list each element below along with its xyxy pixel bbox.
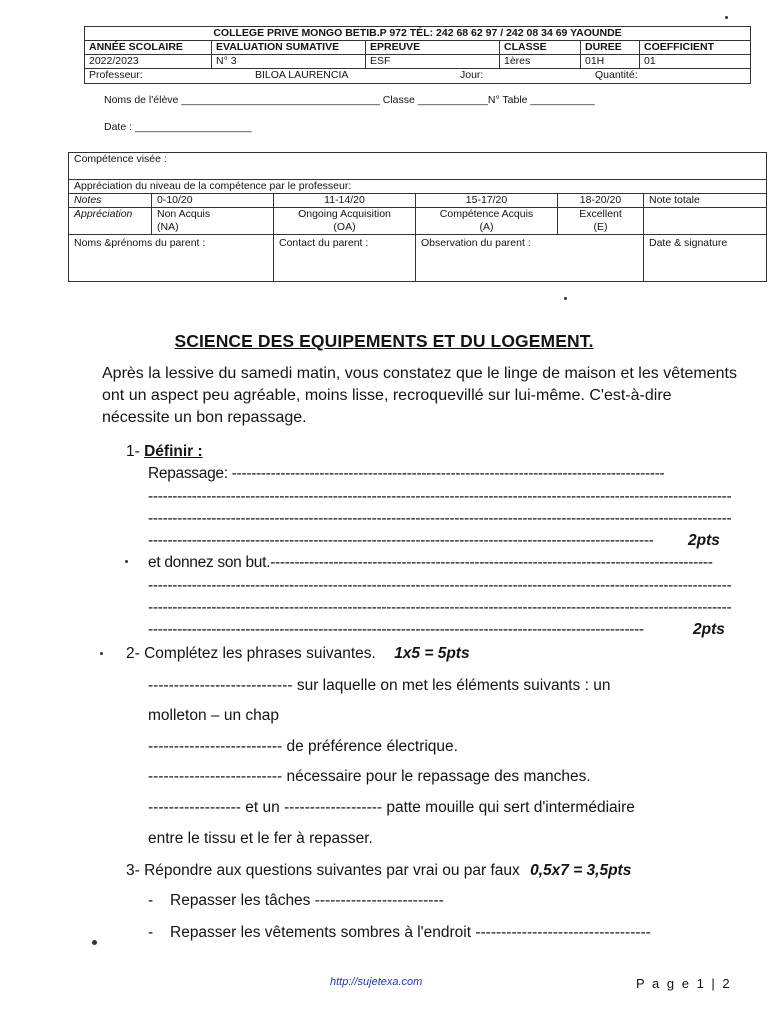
q1-answer-line-5: ------------------------------------------------------------------------------------------------------------------------ <box>148 599 732 616</box>
q1-heading <box>126 443 203 461</box>
q2-sentence-1a: ---------------------------- sur laquelle on met les éléments suivants : un <box>148 677 611 694</box>
q2-number: 2- <box>126 645 140 662</box>
date-signature: Date & signature <box>644 235 767 282</box>
note-totale-cell <box>644 208 767 235</box>
scan-speck <box>725 16 728 19</box>
q2-points: 1x5 = 5pts <box>394 645 470 662</box>
header-table <box>84 26 751 84</box>
parent-contact: Contact du parent : <box>274 235 416 282</box>
col-header-evaluation: EVALUATION SUMATIVE <box>212 41 366 55</box>
q2-sentence-2: -------------------------- de préférence électrique. <box>148 738 458 755</box>
prof-name: BILOA LAURENCIA <box>255 69 349 81</box>
q1-points-1: 2pts <box>688 532 720 549</box>
q3-item-1-text: Repasser les tâches ------------------------- <box>170 892 444 909</box>
competence-visee: Compétence visée : <box>69 153 767 180</box>
notes-label: Notes <box>69 194 152 208</box>
scan-speck <box>100 652 103 655</box>
col-header-coefficient: COEFFICIENT <box>640 41 751 55</box>
q1-but-line: et donnez son but.------------------------------------------------------------------------------------------- <box>148 554 713 571</box>
prof-label: Professeur: <box>89 69 143 81</box>
col-header-epreuve: EPREUVE <box>366 41 500 55</box>
note-range-a: 15-17/20 <box>416 194 558 208</box>
q3-item-1-bullet: - <box>148 892 154 909</box>
q3-item-2-text: Repasser les vêtements sombres à l'endroit ---------------------------------- <box>170 924 651 941</box>
date-field[interactable]: ____________________ <box>134 121 252 133</box>
q2-sentence-1b: molleton – un chap <box>148 707 279 724</box>
date-line <box>104 121 252 133</box>
level-oa <box>274 208 416 235</box>
note-totale: Note totale <box>644 194 767 208</box>
student-line <box>104 94 595 106</box>
school-line: COLLEGE PRIVE MONGO BETIB.P 972 TÉL: 242 68 62 97 / 242 08 34 69 YAOUNDE <box>85 27 751 41</box>
coefficient-value: 01 <box>640 55 751 69</box>
q3-item-2 <box>148 924 728 942</box>
level-na-name: Non Acquis <box>157 208 211 220</box>
q3-points: 0,5x7 = 3,5pts <box>530 862 632 879</box>
level-e <box>558 208 644 235</box>
level-oa-name: Ongoing Acquisition <box>298 208 391 220</box>
q2-heading <box>126 645 470 663</box>
classe-label: Classe <box>382 94 415 106</box>
q3-text: Répondre aux questions suivantes par vrai ou par faux <box>144 862 520 879</box>
level-a-name: Compétence Acquis <box>439 208 534 220</box>
q3-item-1 <box>148 892 444 910</box>
scan-speck <box>564 297 567 300</box>
classe-value: 1ères <box>500 55 581 69</box>
eleve-label: Noms de l'élève <box>104 94 179 106</box>
note-range-e: 18-20/20 <box>558 194 644 208</box>
q1-dash-end: -------------------------------------------------------------------------------------------------------- <box>148 532 654 549</box>
eleve-field[interactable]: __________________________________ <box>181 94 380 106</box>
appreciation-title: Appréciation du niveau de la compétence par le professeur: <box>69 180 767 194</box>
q1-label: Définir : <box>144 443 203 460</box>
annee-value: 2022/2023 <box>85 55 212 69</box>
note-range-oa: 11-14/20 <box>274 194 416 208</box>
evaluation-value: N° 3 <box>212 55 366 69</box>
level-na-code: (NA) <box>157 221 179 233</box>
level-na <box>152 208 274 235</box>
q2-sentence-5: entre le tissu et le fer à repasser. <box>148 830 373 847</box>
epreuve-value: ESF <box>366 55 500 69</box>
q1-answer-line-3 <box>148 532 738 550</box>
page-number: P a g e 1 | 2 <box>636 976 732 991</box>
level-e-name: Excellent <box>579 208 622 220</box>
col-header-annee: ANNÉE SCOLAIRE <box>85 41 212 55</box>
q2-sentence-4: ------------------ et un ------------------- patte mouille qui sert d'intermédiaire <box>148 799 635 816</box>
duree-value: 01H <box>581 55 640 69</box>
q1-number: 1- <box>126 443 140 460</box>
quantite-label: Quantité: <box>595 69 638 81</box>
scan-speck <box>92 940 97 945</box>
parent-observation: Observation du parent : <box>416 235 644 282</box>
level-a <box>416 208 558 235</box>
q1-answer-line-6 <box>148 621 738 639</box>
classe-field[interactable]: ____________ <box>417 94 488 106</box>
scan-speck <box>125 560 128 563</box>
footer-link[interactable]: http://sujetexa.com <box>330 976 423 988</box>
q1-repassage-line: Repassage: ----------------------------------------------------------------------------------------- <box>148 465 665 482</box>
level-oa-code: (OA) <box>333 221 356 233</box>
q1-answer-line-4: ------------------------------------------------------------------------------------------------------------------------ <box>148 577 732 594</box>
q2-text: Complétez les phrases suivantes. <box>144 645 376 662</box>
appreciation-label: Appréciation <box>69 208 152 235</box>
note-range-na: 0-10/20 <box>152 194 274 208</box>
level-e-code: (E) <box>593 221 608 233</box>
q3-number: 3- <box>126 862 140 879</box>
intro-paragraph: Après la lessive du samedi matin, vous constatez que le linge de maison et les vêtements ont un aspect peu agréable, moins lisse, recroquevillé sur lui-même. C'est-à-dire nécessite un bon repassage. <box>102 365 737 426</box>
q2-sentence-3: -------------------------- nécessaire pour le repassage des manches. <box>148 768 591 785</box>
q3-heading <box>126 862 631 880</box>
col-header-classe: CLASSE <box>500 41 581 55</box>
jour-label: Jour: <box>460 69 484 81</box>
competence-table <box>68 152 767 282</box>
col-header-duree: DUREE <box>581 41 640 55</box>
q3-item-2-bullet: - <box>148 924 154 941</box>
q1-answer-line-2: ------------------------------------------------------------------------------------------------------------------------ <box>148 510 732 527</box>
page-title: SCIENCE DES EQUIPEMENTS ET DU LOGEMENT. <box>174 331 594 351</box>
level-a-code: (A) <box>479 221 494 233</box>
date-label: Date : <box>104 121 133 133</box>
q1-points-2: 2pts <box>693 621 725 638</box>
table-label: N° Table <box>487 94 528 106</box>
q1-dash-end-2: ------------------------------------------------------------------------------------------------------ <box>148 621 644 638</box>
q1-answer-line-1: ------------------------------------------------------------------------------------------------------------------------ <box>148 488 732 505</box>
table-field[interactable]: ___________ <box>530 94 595 106</box>
parent-names: Noms &prénoms du parent : <box>69 235 274 282</box>
